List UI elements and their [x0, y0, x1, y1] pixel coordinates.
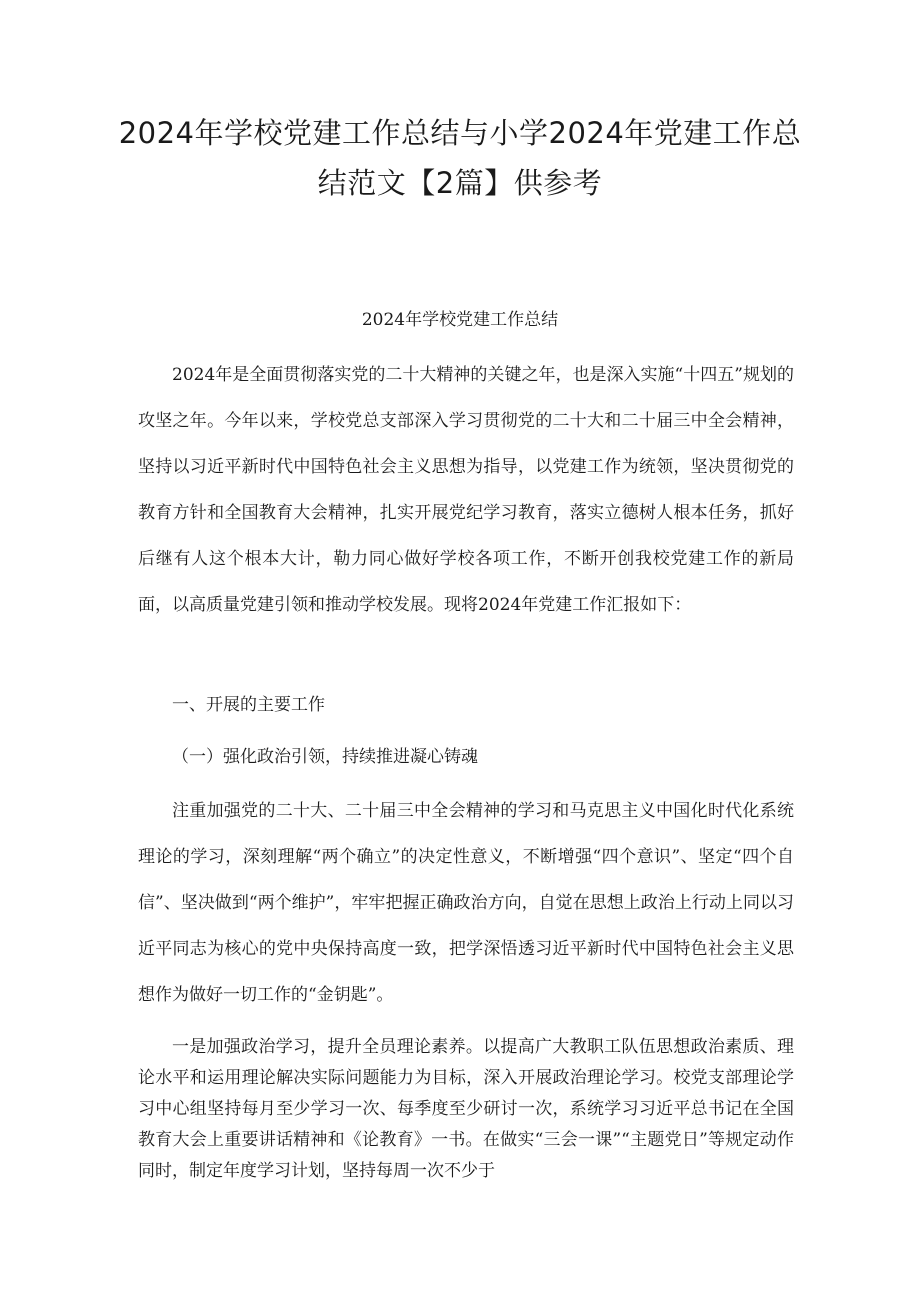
- title-line-2: 结范文【2篇】供参考: [317, 166, 603, 200]
- title-line-1: 2024年学校党建工作总结与小学2024年党建工作总: [118, 116, 802, 150]
- heading-main-work: 一、开展的主要工作: [172, 695, 325, 715]
- subheading-political-leadership: （一）强化政治引领，持续推进凝心铸魂: [172, 747, 478, 767]
- document-title: [100, 108, 820, 208]
- political-study-paragraph: 注重加强党的二十大、二十届三中全会精神的学习和马克思主义中国化时代化系统理论的学习，深刻理解“两个确立”的决定性意义，不断增强“四个意识”、坚定“四个自信”、坚决做到“两个维护”，牢牢把握正确政治方向，自觉在思想上政治上行动上同以习近平同志为核心的党中央保持高度一致，把学深悟透习近平新时代中国特色社会主义思想作为做好一切工作的“金钥匙”。: [138, 801, 794, 1005]
- section-title: 2024年学校党建工作总结: [361, 310, 559, 330]
- theory-study-paragraph: 一是加强政治学习，提升全员理论素养。以提高广大教职工队伍思想政治素质、理论水平和运用理论解决实际问题能力为目标，深入开展政治理论学习。校党支部理论学习中心组坚持每月至少学习一次、每季度至少研讨一次，系统学习习近平总书记在全国教育大会上重要讲话精神和《论教育》一书。在做实“三会一课”“主题党日”等规定动作同时，制定年度学习计划，坚持每周一次不少于: [138, 1037, 794, 1181]
- intro-paragraph: 2024年是全面贯彻落实党的二十大精神的关键之年，也是深入实施“十四五”规划的攻坚之年。今年以来，学校党总支部深入学习贯彻党的二十大和二十届三中全会精神，坚持以习近平新时代中国特色社会主义思想为指导，以党建工作为统领，坚决贯彻党的教育方针和全国教育大会精神，扎实开展党纪学习教育，落实立德树人根本任务，抓好后继有人这个根本大计，勒力同心做好学校各项工作，不断开创我校党建工作的新局面，以高质量党建引领和推动学校发展。现将2024年党建工作汇报如下：: [138, 365, 794, 615]
